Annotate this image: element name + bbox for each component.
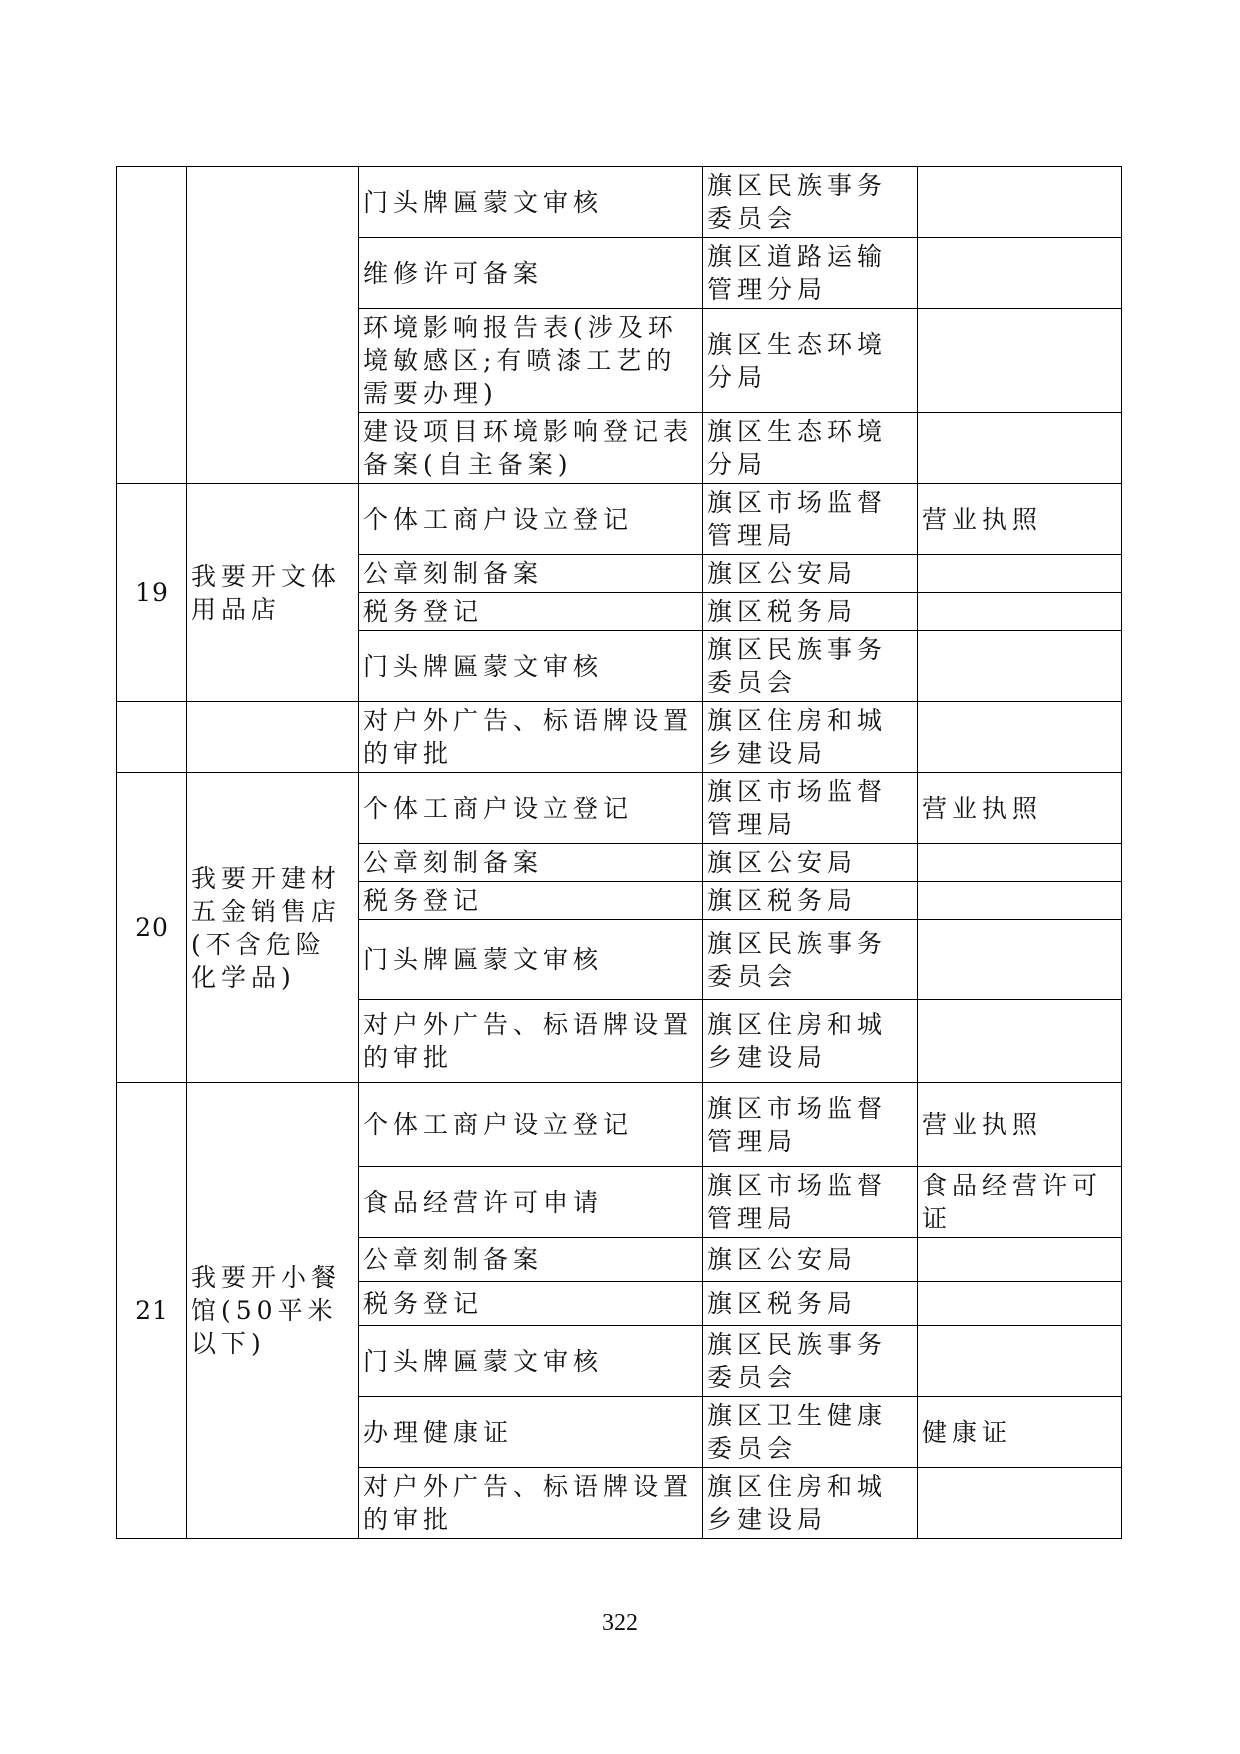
scenario-cell: 我要开建材五金销售店(不含危险化学品) [187, 773, 359, 1083]
row-number-cell: 19 [117, 484, 187, 702]
department-cell: 旗区生态环境分局 [703, 309, 918, 413]
certificate-cell [918, 1468, 1122, 1539]
certificate-cell [918, 167, 1122, 238]
certificate-cell [918, 844, 1122, 882]
certificate-cell [918, 593, 1122, 631]
item-cell: 个体工商户设立登记 [359, 1083, 703, 1167]
row-number-cell [117, 167, 187, 484]
scenario-cell: 我要开小餐馆(50平米以下) [187, 1083, 359, 1539]
certificate-cell [918, 309, 1122, 413]
certificate-cell [918, 1000, 1122, 1083]
certificate-cell [918, 631, 1122, 702]
table-row [117, 1083, 1122, 1167]
certificate-cell: 健康证 [918, 1397, 1122, 1468]
department-cell: 旗区市场监督管理局 [703, 1167, 918, 1238]
item-cell: 税务登记 [359, 593, 703, 631]
department-cell: 旗区住房和城乡建设局 [703, 1468, 918, 1539]
item-cell: 个体工商户设立登记 [359, 484, 703, 555]
certificate-cell: 食品经营许可证 [918, 1167, 1122, 1238]
department-cell: 旗区公安局 [703, 844, 918, 882]
table-row [117, 167, 1122, 238]
department-cell: 旗区生态环境分局 [703, 413, 918, 484]
certificate-cell [918, 555, 1122, 593]
item-cell: 个体工商户设立登记 [359, 773, 703, 844]
certificate-cell: 营业执照 [918, 773, 1122, 844]
item-cell: 门头牌匾蒙文审核 [359, 1326, 703, 1397]
department-cell: 旗区民族事务委员会 [703, 920, 918, 1000]
certificate-cell [918, 1326, 1122, 1397]
item-cell: 公章刻制备案 [359, 555, 703, 593]
department-cell: 旗区民族事务委员会 [703, 1326, 918, 1397]
scenario-cell: 我要开文体用品店 [187, 484, 359, 702]
item-cell: 对户外广告、标语牌设置的审批 [359, 702, 703, 773]
row-number-cell [117, 702, 187, 773]
department-cell: 旗区道路运输管理分局 [703, 238, 918, 309]
department-cell: 旗区公安局 [703, 555, 918, 593]
scenario-cell [187, 702, 359, 773]
department-cell: 旗区公安局 [703, 1238, 918, 1282]
item-cell: 办理健康证 [359, 1397, 703, 1468]
item-cell: 对户外广告、标语牌设置的审批 [359, 1000, 703, 1083]
item-cell: 税务登记 [359, 1282, 703, 1326]
certificate-cell [918, 882, 1122, 920]
item-cell: 税务登记 [359, 882, 703, 920]
table-row [117, 484, 1122, 555]
department-cell: 旗区住房和城乡建设局 [703, 702, 918, 773]
row-number-cell: 21 [117, 1083, 187, 1539]
item-cell: 公章刻制备案 [359, 1238, 703, 1282]
item-cell: 门头牌匾蒙文审核 [359, 631, 703, 702]
department-cell: 旗区税务局 [703, 882, 918, 920]
certificate-cell [918, 413, 1122, 484]
item-cell: 门头牌匾蒙文审核 [359, 167, 703, 238]
item-cell: 公章刻制备案 [359, 844, 703, 882]
department-cell: 旗区民族事务委员会 [703, 631, 918, 702]
item-cell: 门头牌匾蒙文审核 [359, 920, 703, 1000]
department-cell: 旗区税务局 [703, 1282, 918, 1326]
certificate-cell [918, 238, 1122, 309]
row-number-cell: 20 [117, 773, 187, 1083]
item-cell: 建设项目环境影响登记表备案(自主备案) [359, 413, 703, 484]
department-cell: 旗区市场监督管理局 [703, 773, 918, 844]
item-cell: 环境影响报告表(涉及环境敏感区;有喷漆工艺的需要办理) [359, 309, 703, 413]
department-cell: 旗区市场监督管理局 [703, 484, 918, 555]
certificate-cell: 营业执照 [918, 484, 1122, 555]
page-number: 322 [602, 1610, 638, 1636]
certificate-cell: 营业执照 [918, 1083, 1122, 1167]
department-cell: 旗区税务局 [703, 593, 918, 631]
department-cell: 旗区市场监督管理局 [703, 1083, 918, 1167]
service-table [116, 166, 1122, 1539]
item-cell: 对户外广告、标语牌设置的审批 [359, 1468, 703, 1539]
department-cell: 旗区住房和城乡建设局 [703, 1000, 918, 1083]
table-row [117, 773, 1122, 844]
certificate-cell [918, 1238, 1122, 1282]
item-cell: 维修许可备案 [359, 238, 703, 309]
scenario-cell [187, 167, 359, 484]
certificate-cell [918, 702, 1122, 773]
department-cell: 旗区民族事务委员会 [703, 167, 918, 238]
certificate-cell [918, 920, 1122, 1000]
table-row [117, 702, 1122, 773]
certificate-cell [918, 1282, 1122, 1326]
department-cell: 旗区卫生健康委员会 [703, 1397, 918, 1468]
item-cell: 食品经营许可申请 [359, 1167, 703, 1238]
